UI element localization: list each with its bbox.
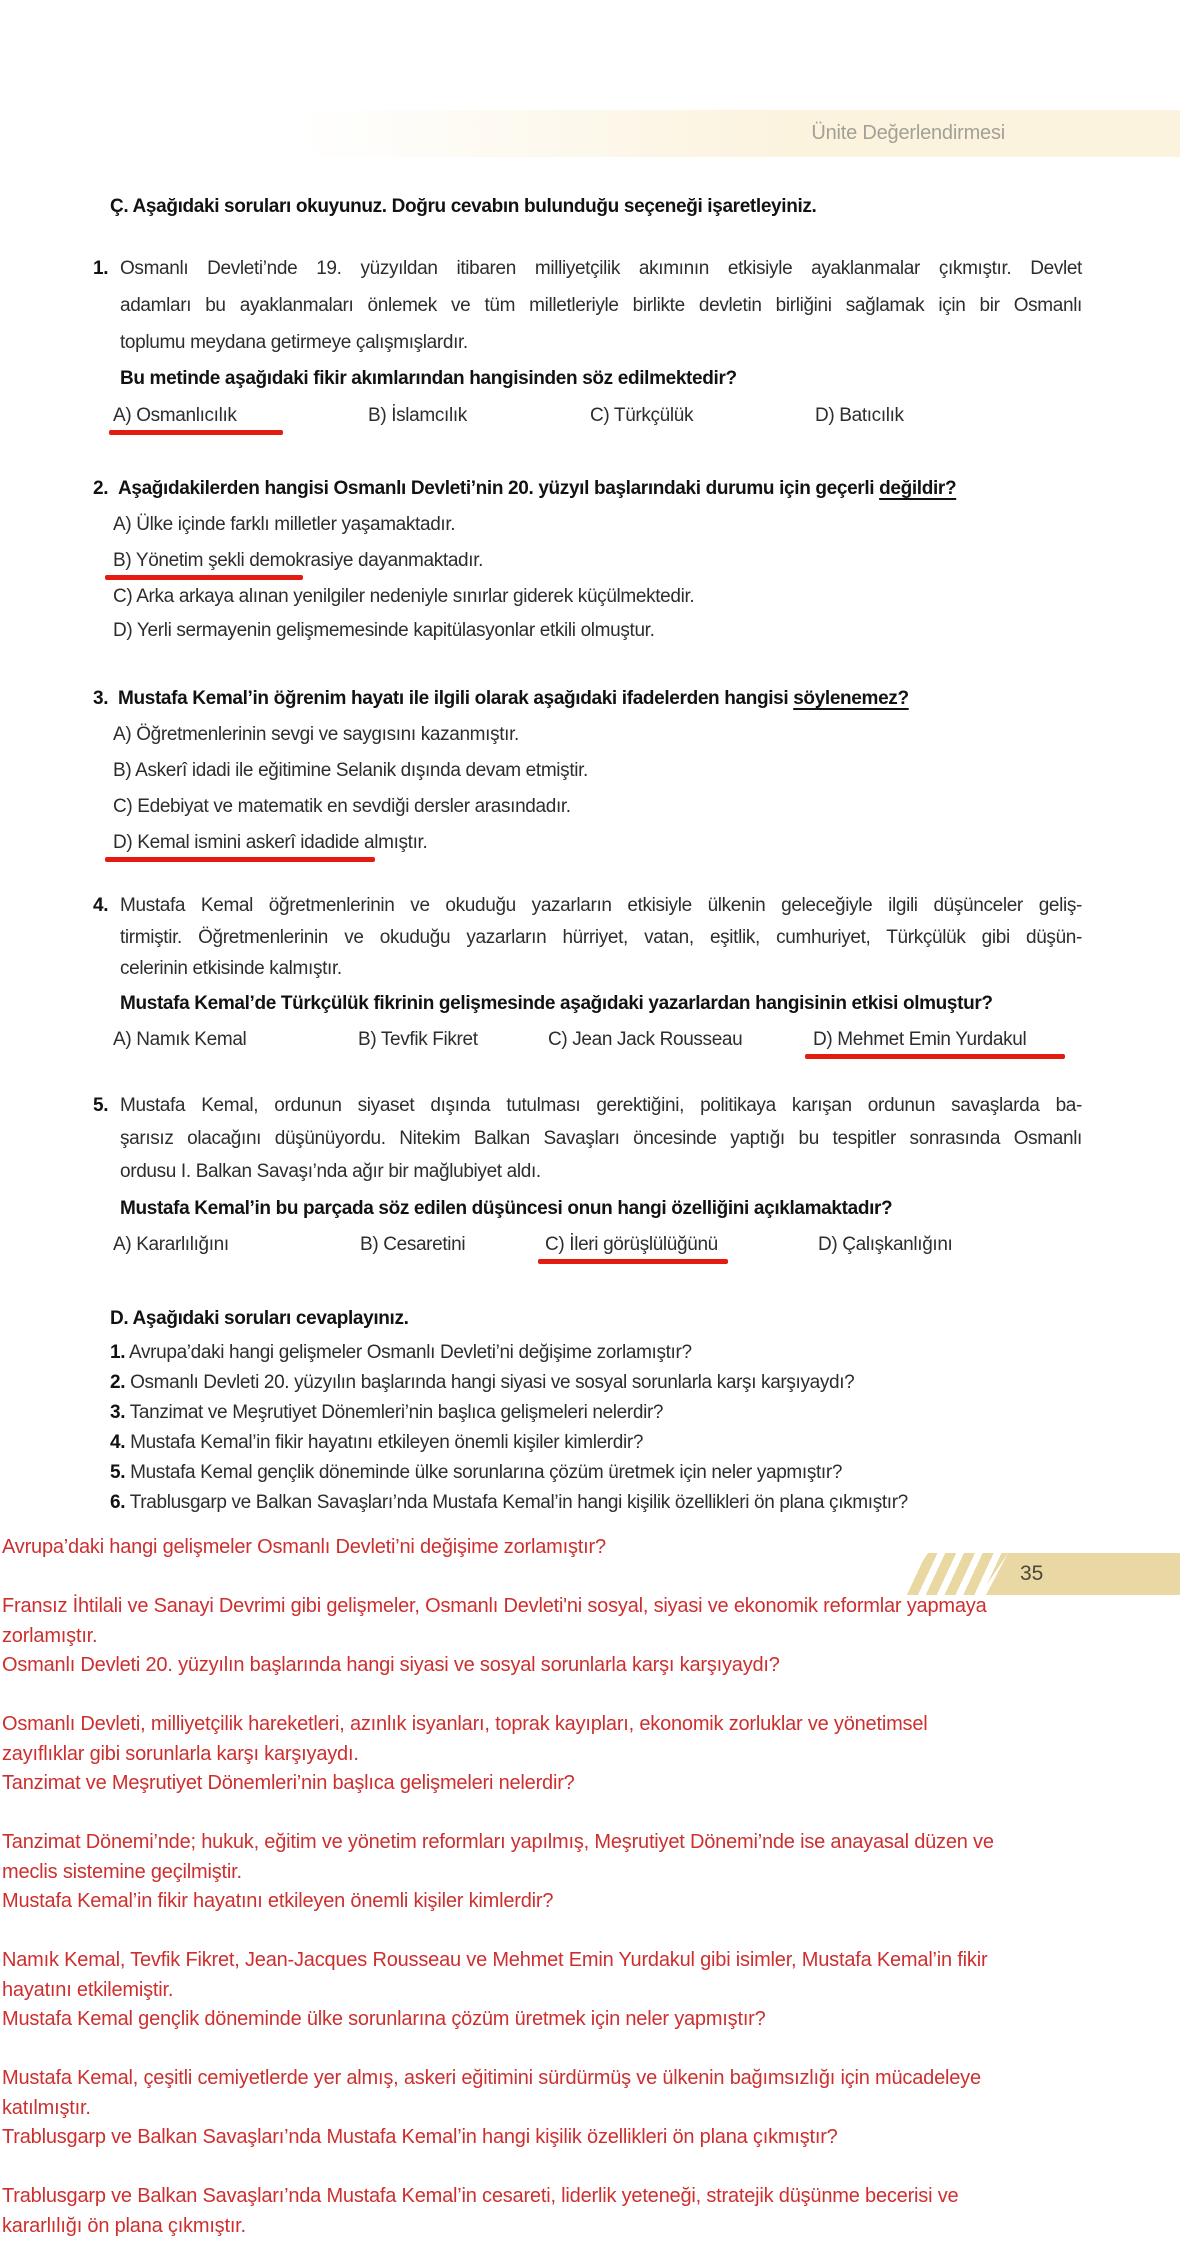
- unit-header-label: Ünite Değerlendirmesi: [811, 122, 1005, 144]
- question-5-body-line: şarısız olacağını düşünüyordu. Nitekim Balkan Savaşları öncesinde yaptığı bu tespitler sonrasında Osmanlı: [120, 1128, 1082, 1149]
- question-3-option-a: A) Öğretmenlerinin sevgi ve saygısını kazanmıştır.: [113, 724, 519, 745]
- annotation-answer-line: Fransız İhtilali ve Sanayi Devrimi gibi gelişmeler, Osmanlı Devleti'ni sosyal, siyasi ve ekonomik reformlar yapmaya: [2, 1595, 987, 1617]
- question-2-option-b: B) Yönetim şekli demokrasiye dayanmaktadır.: [113, 550, 483, 572]
- question-2-option-c: C) Arka arkaya alınan yenilgiler nedeniyle sınırlar giderek küçülmektedir.: [113, 586, 695, 607]
- annotation-answer-line: zayıflıklar gibi sorunlarla karşı karşıyaydı.: [2, 1742, 359, 1765]
- question-2-option-d: D) Yerli sermayenin gelişmemesinde kapitülasyonlar etkili olmuştur.: [113, 620, 655, 641]
- question-3-number: 3.: [93, 688, 109, 709]
- annotation-answer-line: zorlamıştır.: [2, 1624, 98, 1647]
- question-2-option-a: A) Ülke içinde farklı milletler yaşamaktadır.: [113, 514, 456, 535]
- question-5-body-line: ordusu I. Balkan Savaşı’nda ağır bir mağlubiyet aldı.: [120, 1161, 541, 1182]
- question-1-stem: Bu metinde aşağıdaki fikir akımlarından hangisinden söz edilmektedir?: [120, 368, 737, 389]
- question-1-number: 1.: [93, 258, 109, 279]
- question-2-number: 2.: [93, 478, 109, 499]
- question-4-body-line: Mustafa Kemal öğretmenlerinin ve okuduğu yazarların etkisiyle ülkenin geleceğiyle ilgili düşünceler geliş-: [120, 895, 1082, 916]
- stem-underlined-word: değildir?: [879, 478, 957, 499]
- question-5-option-d: D) Çalışkanlığını: [818, 1234, 953, 1255]
- question-5-body-line: Mustafa Kemal, ordunun siyaset dışında tutulması gerektiğini, politikaya karışan ordunun savaşlarda ba-: [120, 1095, 1082, 1116]
- answer-mark-underline: [538, 1259, 728, 1264]
- annotation-question: Mustafa Kemal’in fikir hayatını etkileyen önemli kişiler kimlerdir?: [2, 1890, 554, 1912]
- annotation-question: Mustafa Kemal gençlik döneminde ülke sorunlarına çözüm üretmek için neler yapmıştır?: [2, 2008, 766, 2030]
- annotation-answer-line: kararlılığı ön plana çıkmıştır.: [2, 2214, 246, 2237]
- annotation-answer-line: Tanzimat Dönemi’nde; hukuk, eğitim ve yönetim reformları yapılmış, Meşrutiyet Dönemi’nde ise anayasal düzen ve: [2, 1831, 994, 1853]
- annotation-answer-line: Namık Kemal, Tevfik Fikret, Jean-Jacques Rousseau ve Mehmet Emin Yurdakul gibi isimler, Mustafa Kemal’in fikir: [2, 1949, 988, 1971]
- question-4-body-line: celerinin etkisinde kalmıştır.: [120, 958, 342, 979]
- annotation-answer-line: katılmıştır.: [2, 2096, 91, 2119]
- question-3-stem: Mustafa Kemal’in öğrenim hayatı ile ilgili olarak aşağıdaki ifadelerden hangisi söylenemez?: [118, 688, 909, 709]
- section-d-item-3: 3. Tanzimat ve Meşrutiyet Dönemleri’nin başlıca gelişmeleri nelerdir?: [110, 1402, 664, 1423]
- section-d-item-6: 6. Trablusgarp ve Balkan Savaşları’nda Mustafa Kemal’in hangi kişilik özellikleri ön plana çıkmıştır?: [110, 1492, 908, 1513]
- question-1-body-line: toplumu meydana getirmeye çalışmışlardır.: [120, 332, 468, 353]
- annotation-answer-line: hayatını etkilemiştir.: [2, 1978, 174, 2001]
- answer-mark-underline: [105, 857, 375, 862]
- annotation-answer-line: Trablusgarp ve Balkan Savaşları’nda Mustafa Kemal’in cesareti, liderlik yeteneği, stratejik düşünme becerisi ve: [2, 2185, 959, 2207]
- question-1-option-c: C) Türkçülük: [590, 405, 694, 426]
- question-4-option-b: B) Tevfik Fikret: [358, 1029, 478, 1050]
- question-5-option-b: B) Cesaretini: [360, 1234, 466, 1255]
- red-annotations: [2, 1533, 994, 2241]
- question-1-body-line: Osmanlı Devleti’nde 19. yüzyıldan itibaren milliyetçilik akımının etkisiyle ayaklanmalar çıkmıştır. Devlet: [120, 258, 1082, 279]
- badge-body: [986, 1553, 1180, 1595]
- question-3-option-d: D) Kemal ismini askerî idadide almıştır.: [113, 832, 427, 854]
- annotation-question: Avrupa’daki hangi gelişmeler Osmanlı Devleti’ni değişime zorlamıştır?: [2, 1536, 606, 1558]
- question-5-option-a: A) Kararlılığını: [113, 1234, 229, 1255]
- answer-mark-underline: [105, 575, 303, 580]
- annotation-question: Osmanlı Devleti 20. yüzyılın başlarında hangi siyasi ve sosyal sorunlarla karşı karşıyaydı?: [2, 1654, 780, 1676]
- question-5-options-row: [0, 1234, 1180, 1260]
- annotation-question: Trablusgarp ve Balkan Savaşları’nda Mustafa Kemal’in hangi kişilik özellikleri ön plana çıkmıştır?: [2, 2126, 838, 2148]
- question-1-body-line: adamları bu ayaklanmaları önlemek ve tüm milletleriyle birlikte devletin birliğini sağlamak için bir Osmanlı: [120, 295, 1082, 316]
- question-3-option-c: C) Edebiyat ve matematik en sevdiği dersler arasındadır.: [113, 796, 571, 817]
- answer-mark-underline: [805, 1054, 1065, 1059]
- question-4-body-line: tirmiştir. Öğretmenlerinin ve okuduğu yazarların hürriyet, vatan, eşitlik, cumhuriyet, Türkçülük gibi düşün-: [120, 927, 1082, 948]
- question-1-option-a: A) Osmanlıcılık: [113, 405, 237, 427]
- question-4-option-a: A) Namık Kemal: [113, 1029, 247, 1050]
- section-d-title: D. Aşağıdaki soruları cevaplayınız.: [110, 1308, 409, 1329]
- annotation-question: Tanzimat ve Meşrutiyet Dönemleri’nin başlıca gelişmeleri nelerdir?: [2, 1772, 575, 1794]
- question-2-stem: Aşağıdakilerden hangisi Osmanlı Devleti’nin 20. yüzyıl başlarındaki durumu için geçerli değildir?: [118, 478, 957, 499]
- question-4-options-row: [0, 1029, 1180, 1055]
- question-5-stem: Mustafa Kemal’in bu parçada söz edilen düşüncesi onun hangi özelliğini açıklamaktadır?: [120, 1198, 893, 1219]
- annotation-answer-line: meclis sistemine geçilmiştir.: [2, 1860, 242, 1883]
- question-5-option-c: C) İleri görüşlülüğünü: [545, 1234, 718, 1256]
- section-d-item-1: 1. Avrupa’daki hangi gelişmeler Osmanlı Devleti’ni değişime zorlamıştır?: [110, 1342, 692, 1363]
- question-1-option-d: D) Batıcılık: [815, 405, 904, 426]
- question-3-option-b: B) Askerî idadi ile eğitimine Selanik dışında devam etmiştir.: [113, 760, 588, 781]
- answer-mark-underline: [109, 430, 283, 435]
- question-4-stem: Mustafa Kemal’de Türkçülük fikrinin gelişmesinde aşağıdaki yazarlardan hangisinin etkisi olmuştur?: [120, 993, 993, 1014]
- annotation-answer-line: Mustafa Kemal, çeşitli cemiyetlerde yer almış, askeri eğitimini sürdürmüş ve ülkenin bağımsızlığı için mücadeleye: [2, 2067, 981, 2089]
- section-d-item-2: 2. Osmanlı Devleti 20. yüzyılın başlarında hangi siyasi ve sosyal sorunlarla karşı karşıyaydı?: [110, 1372, 855, 1393]
- section-d-item-4: 4. Mustafa Kemal’in fikir hayatını etkileyen önemli kişiler kimlerdir?: [110, 1432, 644, 1453]
- question-4-option-d: D) Mehmet Emin Yurdakul: [813, 1029, 1026, 1051]
- question-5-number: 5.: [93, 1095, 109, 1116]
- section-c-title: Ç. Aşağıdaki soruları okuyunuz. Doğru cevabın bulunduğu seçeneği işaretleyiniz.: [110, 196, 817, 217]
- question-4-number: 4.: [93, 895, 109, 916]
- stem-underlined-word: söylenemez?: [793, 688, 909, 709]
- annotation-answer-line: Osmanlı Devleti, milliyetçilik hareketleri, azınlık isyanları, toprak kayıpları, ekonomik zorluklar ve yönetimsel: [2, 1713, 928, 1735]
- unit-header-band: [300, 110, 1180, 157]
- page-number: 35: [1020, 1562, 1044, 1585]
- question-4-option-c: C) Jean Jack Rousseau: [548, 1029, 743, 1050]
- question-1-options-row: [0, 405, 1180, 431]
- section-d-item-5: 5. Mustafa Kemal gençlik döneminde ülke sorunlarına çözüm üretmek için neler yapmıştır?: [110, 1462, 843, 1483]
- question-1-option-b: B) İslamcılık: [368, 405, 467, 426]
